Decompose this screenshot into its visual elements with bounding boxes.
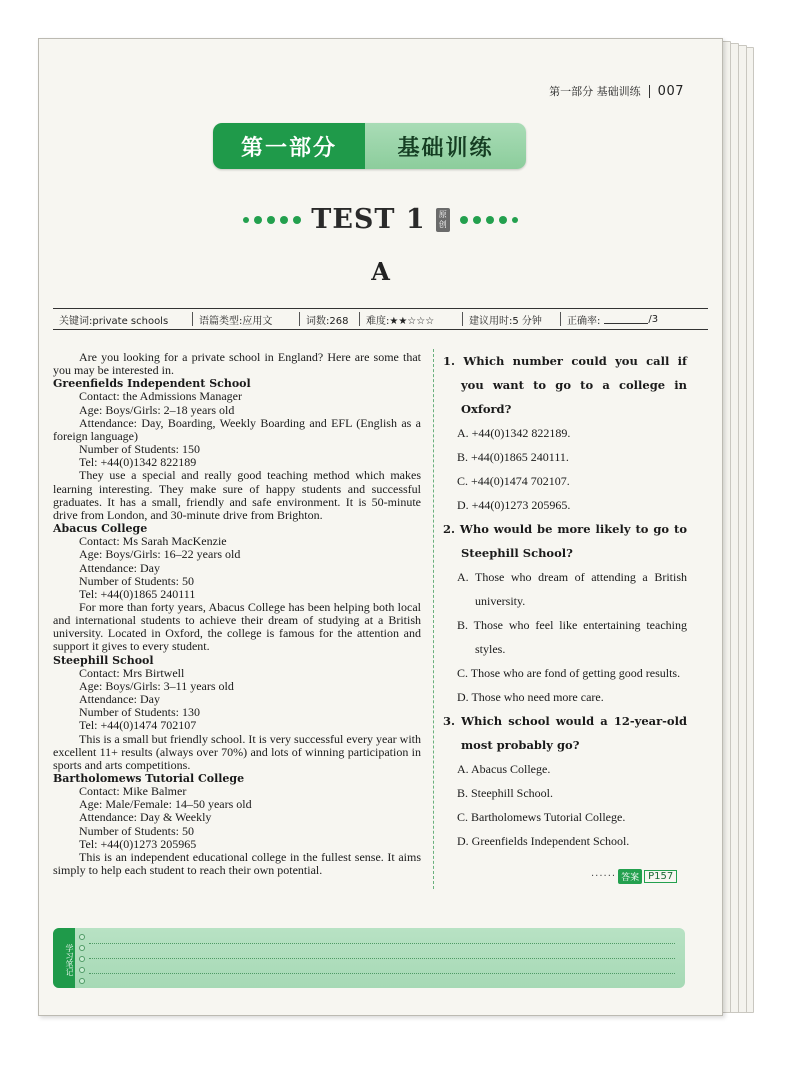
school-name: Greenfields Independent School xyxy=(53,377,251,391)
leader-dots: ······ xyxy=(591,871,617,882)
answer-option[interactable]: B. Those who feel like entertaining teaching styles. xyxy=(457,618,687,656)
note-line xyxy=(89,973,675,974)
question-stem: 2. Who would be more likely to go to Steephill School? xyxy=(443,522,687,560)
school-name: Abacus College xyxy=(53,522,148,536)
school-info-line: Attendance: Day xyxy=(79,560,160,575)
page-number: 007 xyxy=(657,83,684,99)
test-heading xyxy=(39,204,722,235)
answer-option[interactable]: C. Bartholomews Tutorial College. xyxy=(457,810,626,824)
school-description: This is a small but friendly school. It is very successful every year with excellent 11+ results (always over 70%) and lots of winning participation in sports and arts competitions. xyxy=(53,731,421,772)
question-stem: 1. Which number could you call if you want to go to a college in Oxford? xyxy=(443,354,687,416)
school-info-line: Contact: Mrs Birtwell xyxy=(79,665,185,680)
school-info-line: Tel: +44(0)1273 205965 xyxy=(79,836,197,851)
school-info-line: Attendance: Day xyxy=(79,692,160,707)
note-line xyxy=(89,943,675,944)
ring-icon xyxy=(79,967,85,973)
school-info-line: Age: Boys/Girls: 2–18 years old xyxy=(79,402,235,417)
school-info-line: Age: Male/Female: 14–50 years old xyxy=(79,797,252,812)
notes-label: 学习笔记 xyxy=(53,928,75,988)
study-notes-box[interactable] xyxy=(53,928,685,988)
answer-option[interactable]: D. Greenfields Independent School. xyxy=(457,834,630,848)
accuracy xyxy=(561,312,664,326)
running-head-divider xyxy=(649,85,650,98)
answer-reference[interactable] xyxy=(591,869,677,884)
answer-option[interactable]: B. +44(0)1865 240111. xyxy=(457,450,569,464)
genre: 语篇类型:应用文 xyxy=(193,312,300,326)
school-info-line: Number of Students: 50 xyxy=(79,573,194,588)
school-info-line: Tel: +44(0)1474 702107 xyxy=(79,718,197,733)
accuracy-blank[interactable] xyxy=(604,314,648,324)
school-info-line: Attendance: Day & Weekly xyxy=(79,810,212,825)
answer-option[interactable]: A. Abacus College. xyxy=(457,762,551,776)
school-name: Steephill School xyxy=(53,653,154,667)
school-info-line: Number of Students: 150 xyxy=(79,442,200,457)
accuracy-total: /3 xyxy=(648,313,659,325)
school-info-line: Contact: Mike Balmer xyxy=(79,784,187,799)
ring-icon xyxy=(79,956,85,962)
school-info-line: Age: Boys/Girls: 16–22 years old xyxy=(79,547,241,562)
word-count: 词数:268 xyxy=(300,312,360,326)
difficulty: 难度:★★☆☆☆ xyxy=(360,312,463,326)
suggested-time: 建议用时:5 分钟 xyxy=(463,312,561,326)
school-info-line: Attendance: Day, Boarding, Weekly Boarding and EFL (English as a foreign language) xyxy=(53,415,421,443)
section-letter: A xyxy=(371,257,390,286)
decor-dots-left-icon xyxy=(243,216,301,224)
keywords: 关键词:private schools xyxy=(53,312,193,326)
answer-option[interactable]: D. Those who need more care. xyxy=(457,690,604,704)
running-head-section: 第一部分 基础训练 xyxy=(549,85,641,98)
school-info-line: Tel: +44(0)1865 240111 xyxy=(79,586,196,601)
section-banner xyxy=(213,123,526,169)
original-tag: 原创 xyxy=(436,208,450,232)
workbook-page xyxy=(38,38,723,1016)
test-title: TEST 1 xyxy=(311,204,426,235)
question-stem: 3. Which school would a 12-year-old most probably go? xyxy=(443,714,687,752)
school-name: Bartholomews Tutorial College xyxy=(53,772,245,785)
school-info-line: Contact: Ms Sarah MacKenzie xyxy=(79,534,227,549)
answer-option[interactable]: C. Those who are fond of getting good results. xyxy=(457,666,681,680)
answer-option[interactable]: B. Steephill School. xyxy=(457,786,553,800)
note-line xyxy=(89,958,675,959)
banner-part: 第一部分 xyxy=(213,123,365,169)
banner-title: 基础训练 xyxy=(365,123,526,169)
keyword-bar xyxy=(53,308,708,330)
school-info-line: Age: Boys/Girls: 3–11 years old xyxy=(79,678,234,693)
answer-option[interactable]: A. Those who dream of attending a British university. xyxy=(457,570,687,608)
answer-option[interactable]: C. +44(0)1474 702107. xyxy=(457,474,570,488)
running-head xyxy=(549,83,684,99)
questions xyxy=(443,349,687,853)
answer-tag: 答案 xyxy=(618,869,642,884)
school-description: They use a special and really good teaching method which makes learning interesting. They make sure of happy students and successful graduates. It has a small, friendly and safe environment. It is 50-minute drive from London, and 30-minute drive from Brighton. xyxy=(53,468,421,522)
answer-option[interactable]: D. +44(0)1273 205965. xyxy=(457,498,571,512)
accuracy-label: 正确率: xyxy=(567,315,601,327)
answer-page: P157 xyxy=(644,870,677,883)
passage-intro: Are you looking for a private school in England? Here are some that you may be interested in. xyxy=(53,350,421,378)
column-divider xyxy=(433,349,434,889)
ring-icon xyxy=(79,945,85,951)
ring-icon xyxy=(79,934,85,940)
school-description: This is an independent educational college in the fullest sense. It aims simply to help each student to reach their own potential. xyxy=(53,849,421,878)
school-info-line: Number of Students: 50 xyxy=(79,823,194,838)
school-info-line: Number of Students: 130 xyxy=(79,705,200,720)
school-info-line: Tel: +44(0)1342 822189 xyxy=(79,455,197,470)
decor-dots-right-icon xyxy=(460,216,518,224)
school-description: For more than forty years, Abacus College has been helping both local and international students to achieve their dream of studying at a British university. Located in Oxford, the college is famous for the attention and support it gives to every student. xyxy=(53,599,421,654)
school-info-line: Contact: the Admissions Manager xyxy=(79,389,242,404)
passage xyxy=(53,351,421,877)
ring-icon xyxy=(79,978,85,984)
answer-option[interactable]: A. +44(0)1342 822189. xyxy=(457,426,571,440)
